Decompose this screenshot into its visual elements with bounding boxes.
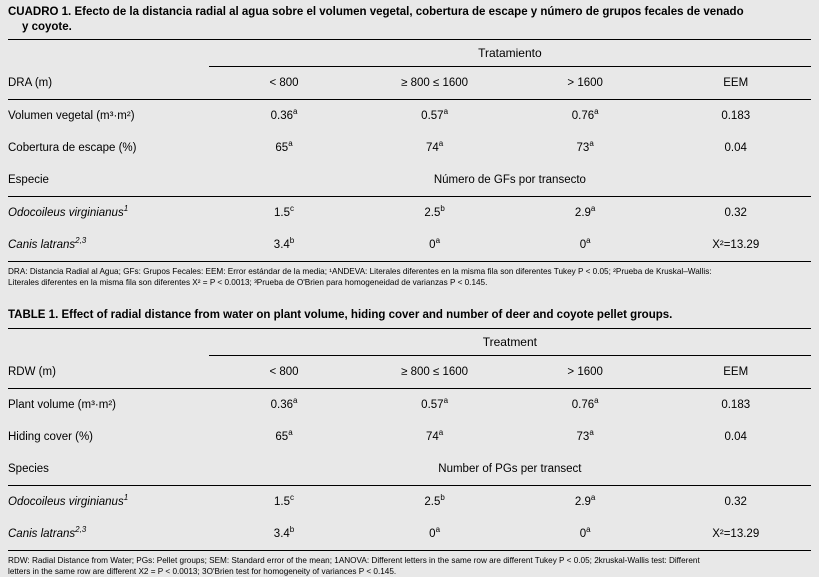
value: 0.76 xyxy=(571,109,595,122)
table-en-row1-val0 xyxy=(209,421,360,453)
table-es-footnote-line1: DRA: Distancia Radial al Agua; GFs: Grupos Fecales: EEM: Error estándar de la media; ¹ANDEVA: Literales diferentes en la misma fila son diferentes Tukey P < 0.05; ²Prueba de Kruskal–Wallis: xyxy=(8,266,712,276)
table-en-row2-val2 xyxy=(510,485,661,518)
table-es-row1-val0 xyxy=(209,132,360,164)
superscript: 1 xyxy=(123,204,129,214)
table-en-row0-val1 xyxy=(359,388,510,421)
table-en-subheader-label: Species xyxy=(8,462,49,475)
table-en-group-header: Treatment xyxy=(209,328,811,355)
table-es-column-header-row xyxy=(8,66,811,99)
value: 0.57 xyxy=(421,109,444,122)
value: 0 xyxy=(429,527,436,540)
table-es-footnote xyxy=(0,262,819,288)
table-es-row2-val3: 0.32 xyxy=(660,196,811,229)
table-en-row1-val1 xyxy=(359,421,510,453)
table-row xyxy=(8,518,811,551)
superscript: a xyxy=(435,236,441,246)
table-en-row1-label: Hiding cover (%) xyxy=(8,430,93,443)
superscript: a xyxy=(293,396,298,406)
table-es-subheader-label: Especie xyxy=(8,173,49,186)
table-en-group-header-row xyxy=(8,328,811,355)
table-es-row1-val3: 0.04 xyxy=(724,141,747,154)
table-es-group-header: Tratamiento xyxy=(209,39,811,66)
table-en-footnote-line1: RDW: Radial Distance from Water; PGs: Pellet groups; SEM: Standard error of the mean; 1ANOVA: Different letters in the same row are different Tukey P < 0.05; 2kruskal-Wallis test: Different xyxy=(8,555,700,565)
table-en-row3-val0 xyxy=(209,518,360,551)
table-en-row2-val1 xyxy=(359,485,510,518)
superscript: b xyxy=(440,204,445,214)
table-es-row0-label: Volumen vegetal (m³·m²) xyxy=(8,99,209,132)
value: 1.5 xyxy=(274,495,291,508)
table-es-row1-label: Cobertura de escape (%) xyxy=(8,141,137,154)
table-en-row2-val0 xyxy=(209,485,360,518)
species-name: Odocoileus virginianus xyxy=(8,495,124,508)
value: 3.4 xyxy=(273,527,290,540)
species-name: Canis latrans xyxy=(8,238,76,251)
value: 73 xyxy=(576,141,590,154)
superscript: b xyxy=(289,236,295,246)
value: 0.76 xyxy=(571,398,595,411)
superscript: a xyxy=(589,139,594,149)
table-es xyxy=(8,39,811,262)
superscript: a xyxy=(590,204,596,214)
value: 74 xyxy=(425,141,439,154)
table-es-col-4: EEM xyxy=(723,76,749,89)
table-es-caption-main: CUADRO 1. Efecto de la distancia radial al agua sobre el volumen vegetal, cobertura de escape y número de grupos fecales de venado xyxy=(8,6,744,18)
table-es-row2-val2 xyxy=(510,196,661,229)
superscript: a xyxy=(586,525,591,535)
superscript: a xyxy=(435,525,441,535)
superscript: a xyxy=(589,428,594,438)
value: 0.36 xyxy=(270,109,293,122)
table-en-footnote xyxy=(0,551,819,577)
value: 1.5 xyxy=(274,206,291,219)
value: 73 xyxy=(576,430,590,443)
value: 0.57 xyxy=(421,398,444,411)
table-es-subheader-row xyxy=(8,164,811,197)
value: 74 xyxy=(425,430,439,443)
species-name: Odocoileus virginianus xyxy=(8,206,124,219)
table-es-row1-val1 xyxy=(359,132,510,164)
value: 2.9 xyxy=(574,495,591,508)
table-es-row3-val2 xyxy=(510,229,661,262)
table-es-col-3: > 1600 xyxy=(567,76,603,89)
table-es-row0-val0 xyxy=(209,99,360,132)
table-es-row2-label xyxy=(8,196,209,229)
table-en-row1-val3: 0.04 xyxy=(724,430,747,443)
table-en-subheader-row xyxy=(8,453,811,486)
table-es-footnote-line2: Literales diferentes en la misma fila son diferentes X² = P < 0.0013; ³Prueba de O'Brien para homogeneidad de varianzas P < 0.145. xyxy=(8,277,488,287)
table-row xyxy=(8,99,811,132)
table-en-column-header-row xyxy=(8,355,811,388)
table-en-group-header-spacer xyxy=(8,328,209,355)
table-es-row3-val1 xyxy=(359,229,510,262)
value: 0.36 xyxy=(270,398,293,411)
table-en-row0-label: Plant volume (m³·m²) xyxy=(8,388,209,421)
superscript: 1 xyxy=(123,493,129,503)
table-row xyxy=(8,132,811,164)
table-en-row0-val3: 0.183 xyxy=(660,388,811,421)
table-es-row3-val3: X²=13.29 xyxy=(660,229,811,262)
superscript: a xyxy=(288,428,293,438)
table-es-row0-val2 xyxy=(510,99,661,132)
superscript: a xyxy=(443,396,449,406)
table-row xyxy=(8,421,811,453)
superscript: b xyxy=(440,493,445,503)
superscript: a xyxy=(594,107,599,117)
table-en-row2-val3: 0.32 xyxy=(660,485,811,518)
value: 2.5 xyxy=(424,206,441,219)
superscript: a xyxy=(586,236,591,246)
table-en-row0-val2 xyxy=(510,388,661,421)
value: 65 xyxy=(275,141,289,154)
superscript: 2,3 xyxy=(75,525,87,535)
superscript: 2,3 xyxy=(75,236,87,246)
table-en-col-1: < 800 xyxy=(269,365,299,378)
value: 0 xyxy=(579,238,587,251)
table-es-group-header-spacer xyxy=(8,39,209,66)
value: 0 xyxy=(429,238,436,251)
table-row xyxy=(8,196,811,229)
value: 65 xyxy=(275,430,289,443)
value: 2.5 xyxy=(424,495,441,508)
table-en-footnote-line2: letters in the same row are different X2 = P < 0.0013; 3O'Brien test for homogeneity of variances P < 0.145. xyxy=(8,567,397,576)
superscript: b xyxy=(289,525,295,535)
table-en-row3-val1 xyxy=(359,518,510,551)
superscript: c xyxy=(290,204,295,214)
table-en-row2-label xyxy=(8,485,209,518)
table-es-row0-val3: 0.183 xyxy=(660,99,811,132)
table-en-col-0: RDW (m) xyxy=(8,365,56,378)
table-es-row3-val0 xyxy=(209,229,360,262)
value: 2.9 xyxy=(574,206,591,219)
table-es-row3-label xyxy=(8,229,209,262)
table-es-row0-val1 xyxy=(359,99,510,132)
table-en-row3-label xyxy=(8,518,209,551)
table-row xyxy=(8,229,811,262)
table-en-col-2: ≥ 800 ≤ 1600 xyxy=(401,365,469,378)
table-en-subheader-text: Number of PGs per transect xyxy=(438,462,582,475)
species-name: Canis latrans xyxy=(8,527,76,540)
table-es-caption-continuation: y coyote. xyxy=(22,20,72,33)
table-es-row2-val1 xyxy=(359,196,510,229)
superscript: a xyxy=(438,428,444,438)
table-en-row0-val0 xyxy=(209,388,360,421)
superscript: a xyxy=(438,139,444,149)
table-es-col-1: < 800 xyxy=(269,76,299,89)
table-es-col-0: DRA (m) xyxy=(8,76,53,89)
table-en-row1-val2 xyxy=(510,421,661,453)
table-en-caption: TABLE 1. Effect of radial distance from water on plant volume, hiding cover and number of deer and coyote pellet groups. xyxy=(8,309,673,321)
table-es-row2-val0 xyxy=(209,196,360,229)
table-row xyxy=(8,485,811,518)
superscript: a xyxy=(443,107,449,117)
superscript: a xyxy=(288,139,293,149)
table-en xyxy=(8,328,811,551)
table-en-row3-val3: X²=13.29 xyxy=(660,518,811,551)
superscript: c xyxy=(290,493,295,503)
table-en-row3-val2 xyxy=(510,518,661,551)
value: 3.4 xyxy=(273,238,290,251)
superscript: a xyxy=(594,396,599,406)
table-es-caption xyxy=(0,0,819,39)
table-en-col-4: EEM xyxy=(723,365,749,378)
table-es-row1-val2 xyxy=(510,132,661,164)
value: 0 xyxy=(579,527,587,540)
superscript: a xyxy=(293,107,298,117)
table-en-col-3: > 1600 xyxy=(567,365,603,378)
table-es-subheader-text: Número de GFs por transecto xyxy=(433,173,586,186)
superscript: a xyxy=(590,493,596,503)
table-es-group-header-row xyxy=(8,39,811,66)
table-es-col-2: ≥ 800 ≤ 1600 xyxy=(401,76,469,89)
table-row xyxy=(8,388,811,421)
section-divider xyxy=(0,288,819,302)
